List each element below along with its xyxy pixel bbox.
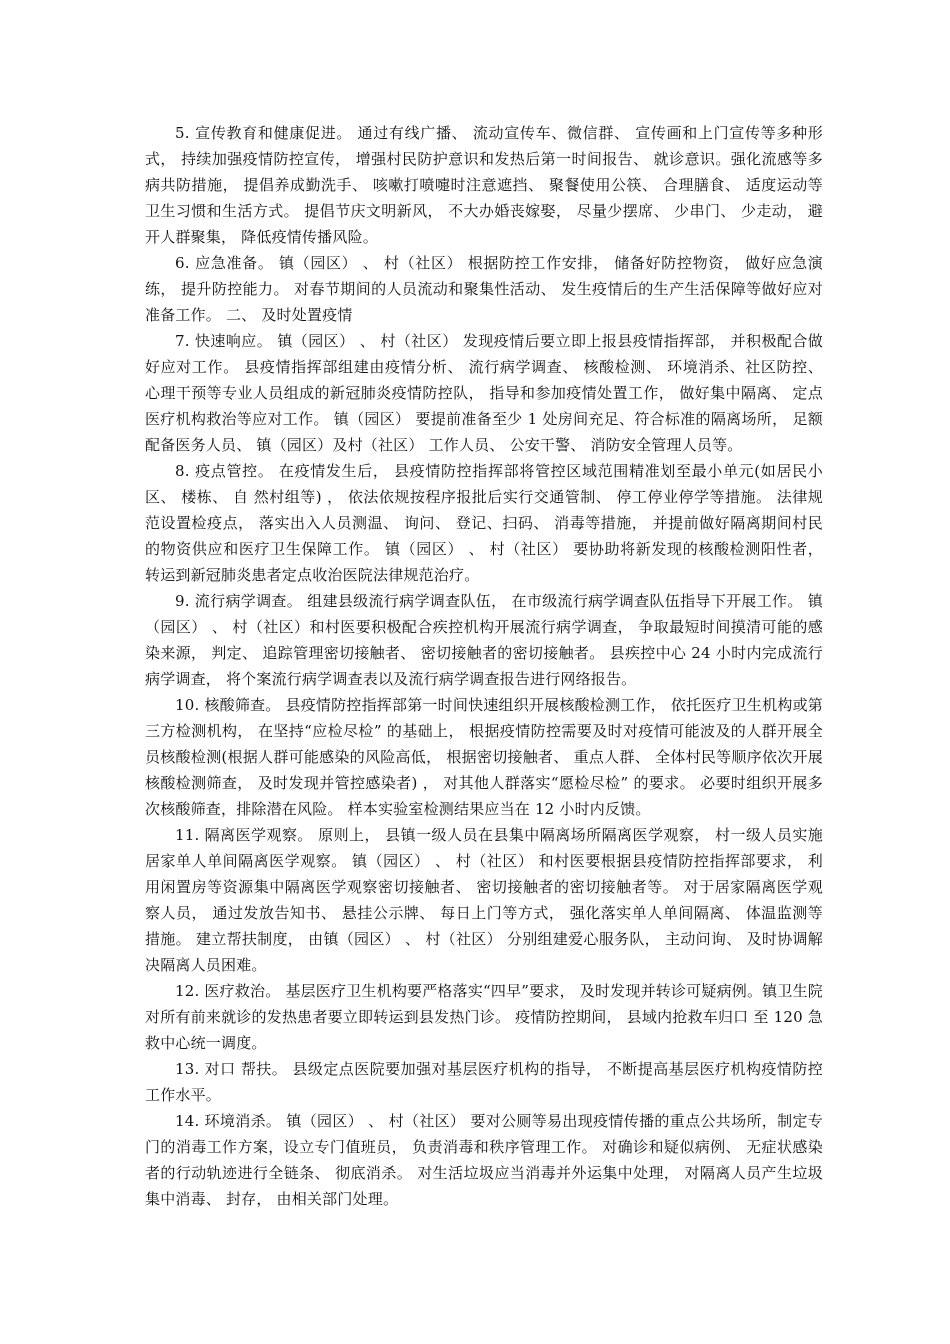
paragraph-environmental-disinfection: 14. 环境消杀。 镇（园区） 、 村（社区） 要对公厕等易出现疫情传播的重点公共场所，制定专门的消毒工作方案，设立专门值班员， 负责消毒和秩序管理工作。 对确诊和疑似病例、 无症状感染者的行动轨迹进行全链条、 彻底消杀。 对生活垃圾应当消毒并外运集中处理， 对隔离人员产生垃圾集中消毒、 封存， 由相关部门处理。 bbox=[145, 1112, 823, 1208]
paragraph-isolation-observation: 11. 隔离医学观察。 原则上， 县镇一级人员在县集中隔离场所隔离医学观察， 村一级人员实施居家单人单间隔离医学观察。 镇（园区） 、 村（社区） 和村医要根据县疫情防控指挥部要求， 利用闲置房等资源集中隔离医学观察密切接触者、 密切接触者的密切接触者等。 对于居家隔离医学观察人员， 通过发放告知书、 悬挂公示牌、 每日上门等方式， 强化落实单人单间隔离、 体温监测等措施。 建立帮扶制度， 由镇（园区） 、 村（社区） 分别组建爱心服务队， 主动问询、 及时协调解决隔离人员困难。 bbox=[145, 826, 823, 974]
paragraph-publicity: 5. 宣传教育和健康促进。 通过有线广播、 流动宣传车、微信群、 宣传画和上门宣传等多种形式， 持续加强疫情防控宣传， 增强村民防护意识和发热后第一时间报告、 就诊意识。强化流感等多病共防措施， 提倡养成勤洗手、 咳嗽打喷嚏时注意遮挡、 聚餐使用公筷、 合理膳食、 适度运动等卫生习惯和生活方式。 提倡节庆文明新风， 不大办婚丧嫁娶， 尽量少摆席、 少串门、 少走动， 避开人群聚集， 降低疫情传播风险。 bbox=[145, 124, 823, 246]
paragraph-paired-assistance: 13. 对口 帮扶。 县级定点医院要加强对基层医疗机构的指导， 不断提高基层医疗机构疫情防控工作水平。 bbox=[145, 1060, 823, 1104]
paragraph-nucleic-acid-screening: 10. 核酸筛查。 县疫情防控指挥部第一时间快速组织开展核酸检测工作， 依托医疗卫生机构或第三方检测机构， 在坚持“应检尽检” 的基础上， 根据疫情防控需要及时对疫情可能波及的人群开展全员核酸检测(根据人群可能感染的风险高低， 根据密切接触者、 重点人群、 全体村民等顺序依次开展核酸检测筛查， 及时发现并管控感染者) ， 对其他人群落实“愿检尽检” 的要求。 必要时组织开展多次核酸筛查，排除潜在风险。 样本实验室检测结果应当在 12 小时内反馈。 bbox=[145, 696, 823, 818]
paragraph-outbreak-control: 8. 疫点管控。 在疫情发生后， 县疫情防控指挥部将管控区域范围精准划至最小单元(如居民小区、 楼栋、 自 然村组等) ， 依法依规按程序报批后实行交通管制、 停工停业停学等措施。 法律规范设置检疫点， 落实出入人员测温、 询问、 登记、扫码、 消毒等措施， 并提前做好隔离期间村民的物资供应和医疗卫生保障工作。 镇（园区） 、 村（社区） 要协助将新发现的核酸检测阳性者， 转运到新冠肺炎患者定点收治医院法律规范治疗。 bbox=[145, 462, 823, 584]
paragraph-medical-treatment: 12. 医疗救治。 基层医疗卫生机构要严格落实“四早”要求， 及时发现并转诊可疑病例。镇卫生院对所有前来就诊的发热患者要立即转运到县发热门诊。 疫情防控期间， 县域内抢救车归口 至 120 急救中心统一调度。 bbox=[145, 982, 823, 1052]
document-page bbox=[145, 120, 823, 1212]
paragraph-epidemiological-investigation: 9. 流行病学调查。 组建县级流行病学调查队伍， 在市级流行病学调查队伍指导下开展工作。 镇（园区） 、 村（社区）和村医要积极配合疾控机构开展流行病学调查， 争取最短时间摸清可能的感染来源， 判定、 追踪管理密切接触者、 密切接触者的密切接触者。 县疾控中心 24 小时内完成流行病学调查， 将个案流行病学调查表以及流行病学调查报告进行网络报告。 bbox=[145, 592, 823, 688]
paragraph-rapid-response: 7. 快速响应。 镇（园区） 、 村（社区） 发现疫情后要立即上报县疫情指挥部， 并积极配合做好应对工作。 县疫情指挥部组建由疫情分析、 流行病学调查、 核酸检测、 环境消杀、社区防控、 心理干预等专业人员组成的新冠肺炎疫情防控队， 指导和参加疫情处置工作， 做好集中隔离、 定点医疗机构救治等应对工作。 镇（园区） 要提前准备至少 1 处房间充足、符合标准的隔离场所， 足额配备医务人员、 镇（园区）及村（社区） 工作人员、 公安干警、 消防安全管理人员等。 bbox=[145, 332, 823, 454]
paragraph-emergency-preparation: 6. 应急准备。 镇（园区） 、 村（社区） 根据防控工作安排， 储备好防控物资， 做好应急演练， 提升防控能力。 对春节期间的人员流动和聚集性活动、 发生疫情后的生产生活保障等做好应对准备工作。 二、 及时处置疫情 bbox=[145, 254, 823, 324]
